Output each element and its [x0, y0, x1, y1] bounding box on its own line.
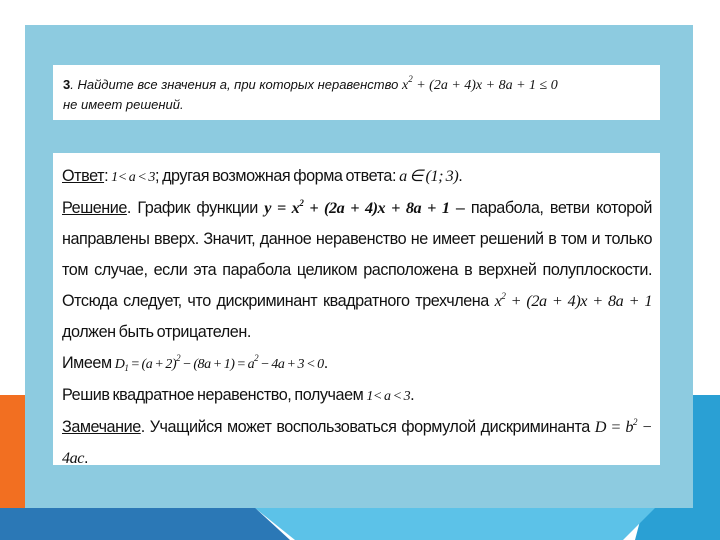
- answer-label: Ответ: [62, 167, 105, 185]
- solved-line: Решив квадратное неравенство, получаем 1< a < 3.: [62, 386, 415, 404]
- answer-value: 1< a < 3: [111, 170, 155, 185]
- task-text: 3. Найдите все значения а, при которых неравенство $x^2 + (2a + 4)x + 8a + 1 \le 0$ не имеет решений.: [63, 74, 558, 112]
- function-formula: $y = x^2 + (2a + 4)x + 8a + 1$: [264, 198, 450, 217]
- solution-text: [62, 161, 652, 474]
- task-number: 3: [63, 77, 71, 92]
- polynomial-formula: $x^2 + (2a + 4)x + 8a + 1$: [494, 291, 652, 310]
- solution-card: [53, 153, 660, 465]
- task-inequality: $x^2 + (2a + 4)x + 8a + 1 \le 0$: [401, 74, 558, 93]
- answer-alt: a ∈ (1; 3): [399, 167, 459, 185]
- remark-line: Замечание. Учащийся может воспользоваться формулой дискриминанта $D = b^2 - 4ac$.: [62, 417, 652, 467]
- solution-paragraph: Решение. График функции $y = x^2 + (2a + 4)x + 8a + 1$ – парабола, ветви которой направлены вверх. Значит, данное неравенство не имеет решений в том и только том случае, если эта парабола целиком расположена в верхней полуплоскости. Отсюда следует, что дискриминант квадратного трехчлена $x^2 + (2a + 4)x + 8a + 1$ должен быть отрицателен.: [62, 198, 652, 341]
- decor-bottom-stripe-light: [255, 508, 655, 540]
- answer-line: Ответ: 1< a < 3; другая возможная форма ответа: a ∈ (1; 3).: [62, 167, 463, 185]
- discriminant-line: Имеем $D_1 = (a + 2)^2 - (8a + 1) = a^2 - 4a + 3 < 0$.: [62, 353, 328, 373]
- discriminant-formula: $D_1 = (a + 2)^2 - (8a + 1) = a^2 - 4a + 3 < 0$: [114, 353, 324, 373]
- discriminant-general-formula: $D = b^2 - 4ac$: [62, 417, 652, 467]
- solved-value: 1< a < 3: [366, 389, 411, 404]
- decor-bottom-stripe-dark: [0, 508, 290, 540]
- solution-label: Решение: [62, 199, 127, 217]
- task-card: [53, 65, 660, 120]
- remark-label: Замечание: [62, 418, 141, 436]
